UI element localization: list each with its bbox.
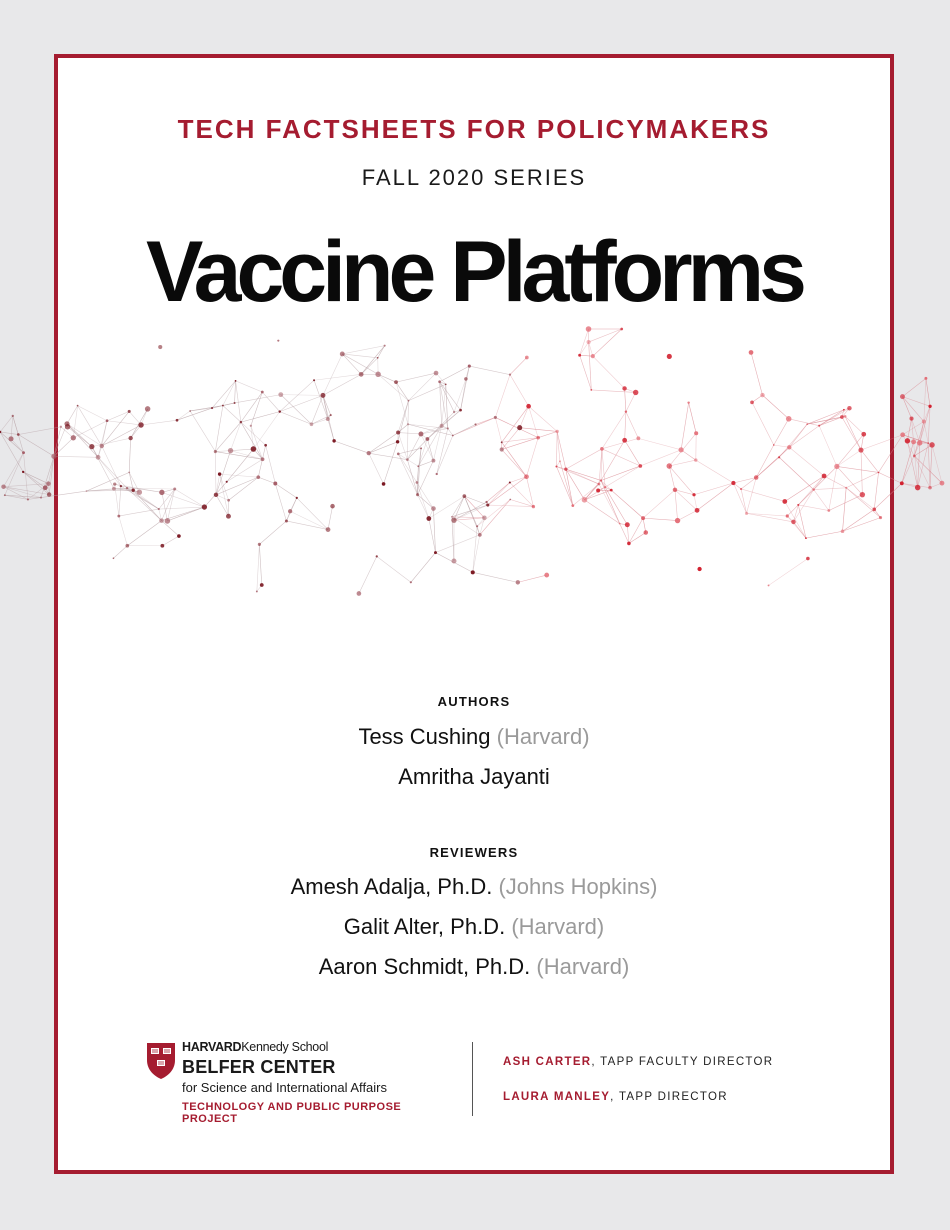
author-2	[54, 764, 894, 790]
reviewer-affiliation: (Harvard)	[511, 914, 605, 939]
footer-divider	[472, 1042, 473, 1116]
director-1	[503, 1056, 773, 1068]
reviewer-3	[54, 954, 894, 980]
author-affiliation: (Harvard)	[496, 724, 590, 749]
author-1	[54, 724, 894, 750]
reviewers-label: REVIEWERS	[429, 845, 519, 860]
series-subtitle: FALL 2020 SERIES	[361, 165, 587, 190]
belfer-subtitle: for Science and International Affairs	[182, 1080, 387, 1095]
reviewer-2	[54, 914, 894, 940]
reviewer-affiliation: (Harvard)	[536, 954, 630, 979]
hks-suffix: Kennedy School	[241, 1040, 329, 1054]
director-name: LAURA MANLEY	[503, 1091, 611, 1103]
reviewer-name: Galit Alter, Ph.D.	[343, 914, 506, 939]
director-role: , TAPP FACULTY DIRECTOR	[591, 1056, 774, 1068]
director-name: ASH CARTER	[503, 1056, 592, 1068]
reviewer-name: Amesh Adalja, Ph.D.	[290, 874, 493, 899]
page-title: Vaccine Platforms	[146, 224, 802, 320]
series-kicker: TECH FACTSHEETS FOR POLICYMAKERS	[177, 114, 771, 144]
authors-label: AUTHORS	[437, 694, 511, 709]
director-2	[503, 1091, 728, 1103]
reviewer-1	[54, 874, 894, 900]
reviewer-affiliation: (Johns Hopkins)	[498, 874, 658, 899]
belfer-center-wordmark: BELFER CENTER	[182, 1057, 336, 1077]
director-role: , TAPP DIRECTOR	[610, 1091, 728, 1103]
author-name: Tess Cushing	[358, 724, 491, 749]
hks-wordmark	[182, 1040, 328, 1054]
harvard-veritas-shield-icon	[146, 1042, 176, 1080]
reviewer-name: Aaron Schmidt, Ph.D.	[318, 954, 531, 979]
author-name: Amritha Jayanti	[398, 764, 550, 789]
hks-prefix: HARVARD	[182, 1040, 242, 1054]
project-name: TECHNOLOGY AND PUBLIC PURPOSE PROJECT	[182, 1101, 402, 1125]
belfer-center-logo	[146, 1040, 456, 1125]
